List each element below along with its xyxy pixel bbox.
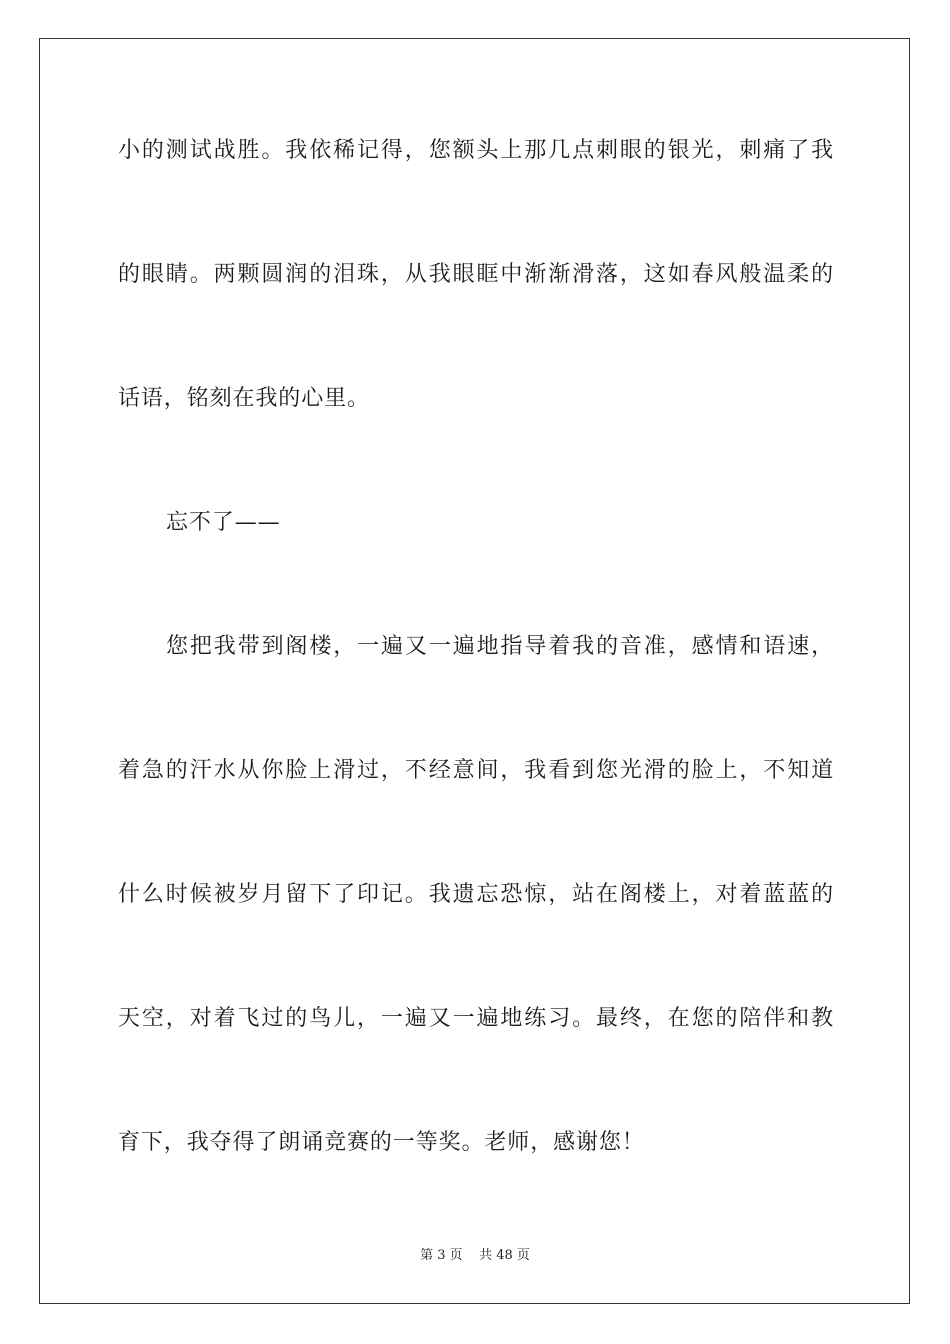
- page-border: [39, 38, 910, 1304]
- text-line-2: 的眼睛。两颗圆润的泪珠，从我眼眶中渐渐滑落，这如春风般温柔的: [118, 262, 834, 287]
- text-line-6: 着急的汗水从你脸上滑过，不经意间，我看到您光滑的脸上，不知道: [118, 758, 834, 783]
- page-number-footer: 第 3 页 共 48 页: [420, 1248, 530, 1263]
- text-line-8: 天空，对着飞过的鸟儿，一遍又一遍地练习。最终，在您的陪伴和教: [118, 1006, 834, 1031]
- text-line-3: 话语，铭刻在我的心里。: [118, 386, 370, 411]
- text-line-5: 您把我带到阁楼，一遍又一遍地指导着我的音准，感情和语速，: [166, 634, 834, 659]
- text-line-4: 忘不了——: [166, 510, 281, 535]
- text-line-7: 什么时候被岁月留下了印记。我遗忘恐惊，站在阁楼上，对着蓝蓝的: [118, 882, 834, 907]
- text-line-9: 育下，我夺得了朗诵竞赛的一等奖。老师，感谢您！: [118, 1130, 645, 1155]
- text-line-1: 小的测试战胜。我依稀记得，您额头上那几点刺眼的银光，刺痛了我: [118, 138, 834, 163]
